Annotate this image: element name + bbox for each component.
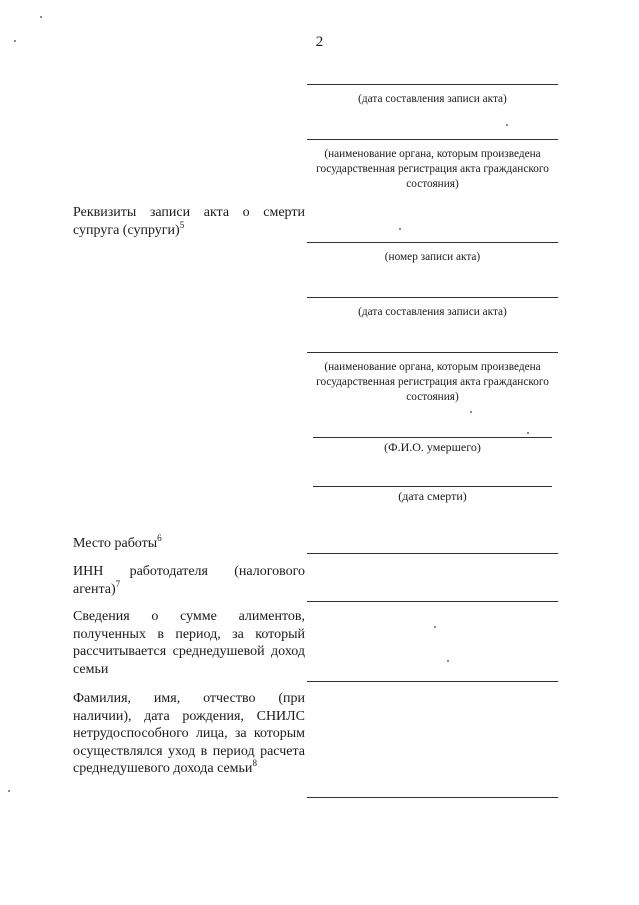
footnote-8: 8 (252, 758, 257, 768)
field-line-record-number[interactable] (307, 242, 558, 243)
scan-speck (40, 16, 42, 18)
scan-speck (447, 660, 449, 662)
scan-speck (527, 432, 529, 434)
caption-record-number: (номер записи акта) (384, 251, 481, 263)
field-line-deceased-name[interactable] (313, 437, 552, 438)
footnote-5: 5 (179, 219, 185, 230)
footnote-6: 6 (157, 533, 162, 543)
scan-speck (470, 411, 472, 413)
caption-death-date: (дата смерти) (398, 489, 467, 503)
caption-record-date-2: (дата составления записи акта) (358, 306, 507, 318)
field-line-death-date[interactable] (313, 486, 552, 487)
label-care: Фамилия, имя, отчество (при наличии), дата рождения, СНИЛС нетрудоспособного лица, за которым осуществлялся уход в период расчета среднедушевого дохода семьи$^8$ (73, 691, 305, 776)
field-line-authority-1[interactable] (307, 139, 558, 140)
page-number: 2 (315, 34, 324, 50)
scan-speck (8, 790, 10, 792)
scan-speck (399, 228, 401, 230)
caption-record-date-1: (дата составления записи акта) (358, 93, 507, 105)
label-workplace: Место работы$^6$ (73, 533, 162, 551)
field-line-record-date-2[interactable] (307, 297, 558, 298)
caption-deceased-name: (Ф.И.О. умершего) (384, 440, 481, 454)
field-line-inn[interactable] (307, 601, 558, 602)
field-line-workplace[interactable] (307, 553, 558, 554)
scan-speck (434, 626, 436, 628)
label-alimony: Сведения о сумме алиментов, полученных в период, за который рассчитывается среднедушевой доход семьи (73, 609, 305, 677)
scan-speck (14, 40, 16, 42)
field-line-care[interactable] (307, 797, 558, 798)
field-line-authority-2[interactable] (307, 352, 558, 353)
label-death-record: Реквизиты записи акта о смерти супруга (супруги)$^5$ (73, 205, 305, 238)
caption-authority-2: (наименование органа, которым произведена государственная регистрация акта гражданского состояния) (316, 361, 549, 403)
caption-authority-1: (наименование органа, которым произведена государственная регистрация акта гражданского состояния) (316, 148, 549, 190)
label-inn: ИНН работодателя (налогового агента)$^7$ (73, 564, 305, 597)
field-line-alimony[interactable] (307, 681, 558, 682)
footnote-7: 7 (115, 578, 121, 589)
field-line-record-date-1[interactable] (307, 84, 558, 85)
scan-speck (506, 124, 508, 126)
